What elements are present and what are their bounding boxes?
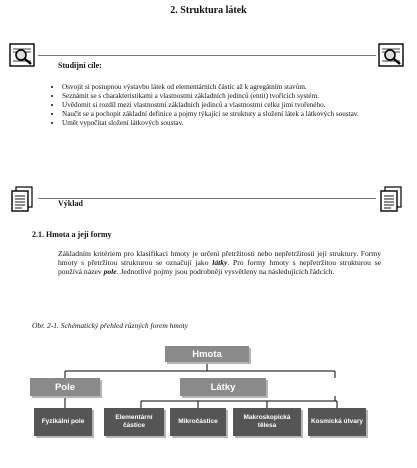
term-latky: látky (212, 258, 228, 267)
tree-leaf-mikrocastice: Mikročástice (170, 408, 226, 436)
list-item: • Seznámit se s charakteristikami a vlastnostmi základních jedinců (entit) tvořících systém. (62, 92, 407, 101)
stacked-documents-icon (8, 186, 36, 212)
list-item: • Naučit se a pochopit základní definice a pojmy týkající se struktury a složení látek a látkových soustav. (62, 110, 407, 119)
paragraph (58, 249, 381, 276)
paragraph-text: . Pro formy hmoty s nepřetržitou strukturou se používá název (58, 258, 381, 276)
tree-node-pole: Pole (30, 378, 100, 396)
subsection-title: 2.1. Hmota a její formy (32, 230, 112, 239)
paragraph-text: Základním kritériem pro klasifikaci hmoty je určení přetržitosti nebo nepřetržitosti její struktury. (58, 249, 359, 258)
paragraph-text: . Jednotlivé pojmy jsou podrobněji vysvětleny na následujících řádcích. (116, 267, 335, 276)
list-item: • Osvojit si postupnou výstavbu látek od elementárních částic až k agregátním stavům. (62, 83, 407, 92)
list-item: • Uvědomit si rozdíl mezi vlastnostmi základních jedinců a vlastnostmi celku jimi tvořeného. (62, 101, 407, 110)
tree-leaf-makroskopicka-telesa: Makroskopická tělesa (233, 408, 301, 436)
magnifier-document-icon (377, 42, 405, 68)
lecture-heading: Výklad (58, 199, 83, 208)
tree-leaf-elementarni-castice: Elementární částice (104, 408, 164, 436)
stacked-documents-icon (377, 186, 405, 212)
tree-leaf-fyzikalni-pole: Fyzikální pole (34, 408, 92, 436)
tree-leaf-kosmicka-utvary: Kosmická útvary (308, 408, 366, 436)
tree-node-latky: Látky (180, 378, 266, 396)
chapter-title: 2. Struktura látek (170, 5, 247, 16)
magnifier-document-icon (8, 42, 36, 68)
list-item: • Umět vypočítat složení látkových soustav. (62, 119, 407, 128)
paragraph-text: Formy hmoty s přetržitou strukturou se označují jako (58, 249, 381, 267)
tree-node-root: Hmota (165, 346, 249, 362)
divider-line (38, 198, 376, 199)
term-pole: pole (103, 267, 117, 276)
figure-caption: Obr. 2-1. Schématický přehled různých forem hmoty (32, 321, 188, 330)
divider-line (38, 55, 376, 56)
objectives-list (50, 83, 407, 128)
objectives-heading: Studijní cíle: (58, 61, 102, 70)
